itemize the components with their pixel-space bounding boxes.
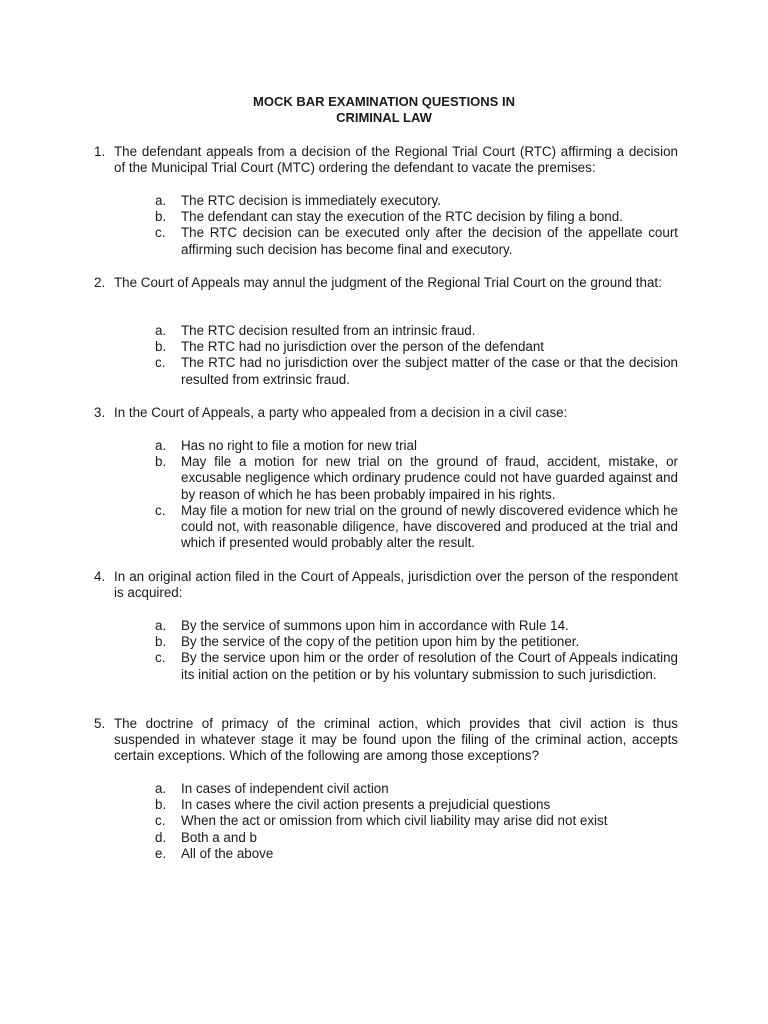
option-a: [155, 781, 678, 797]
option-b: [155, 797, 678, 813]
option-text: The RTC had no jurisdiction over the person of the defendant: [181, 339, 545, 355]
option-letter: b.: [155, 209, 167, 225]
option-text: The RTC had no jurisdiction over the subject matter of the case or that the decision resulted from extrinsic fraud.: [181, 355, 678, 387]
option-text: Has no right to file a motion for new trial: [181, 438, 417, 453]
option-b: [155, 454, 678, 503]
option-text: In cases where the civil action presents a prejudicial questions: [181, 797, 551, 813]
question-5: [94, 716, 678, 765]
option-e: [155, 846, 678, 862]
option-text: The RTC decision is immediately executory.: [181, 193, 441, 208]
question-number: 1.: [94, 144, 106, 159]
option-letter: b.: [155, 339, 167, 355]
option-letter: a.: [155, 618, 167, 633]
option-text: All of the above: [181, 845, 274, 861]
option-c: [155, 225, 678, 257]
option-b: [155, 209, 678, 225]
option-text: May file a motion for new trial on the ground of newly discovered evidence which he could not, with reasonable diligence, have discovered and produced at the trial and which if presented would probably alter the result.: [181, 502, 678, 551]
option-c: [155, 813, 678, 829]
option-c: [155, 503, 678, 552]
option-letter: b.: [155, 454, 167, 470]
option-letter: e.: [155, 845, 167, 861]
question-text: In an original action filed in the Court of Appeals, jurisdiction over the person of the respondent is acquired:: [114, 569, 678, 601]
question-4: [94, 569, 678, 601]
option-text: By the service of summons upon him in accordance with Rule 14.: [181, 618, 569, 633]
question-2: [94, 275, 678, 291]
option-text: The RTC decision can be executed only after the decision of the appellate court affirming such decision has become final and executory.: [181, 225, 678, 257]
option-letter: a.: [155, 323, 167, 338]
option-b: [155, 634, 678, 650]
option-letter: c.: [155, 355, 166, 371]
option-letter: b.: [155, 634, 167, 650]
question-1-options: [155, 193, 678, 258]
option-text: May file a motion for new trial on the ground of fraud, accident, mistake, or excusable negligence which ordinary prudence could not have guarded against and by reason of which he has been probably impaired in his rights.: [181, 454, 678, 502]
question-number: 5.: [94, 716, 106, 731]
document-title: [0, 94, 768, 126]
question-number: 4.: [94, 569, 106, 584]
option-b: [155, 339, 678, 355]
question-text: The defendant appeals from a decision of the Regional Trial Court (RTC) affirming a decision of the Municipal Trial Court (MTC) ordering the defendant to vacate the premises:: [114, 144, 678, 176]
question-5-options: [155, 781, 678, 862]
option-letter: a.: [155, 193, 167, 208]
question-1: [94, 144, 678, 176]
option-letter: c.: [155, 650, 166, 666]
option-letter: a.: [155, 438, 167, 453]
option-a: [155, 323, 678, 339]
option-text: When the act or omission from which civil liability may arise did not exist: [181, 813, 608, 829]
option-a: [155, 438, 678, 454]
question-3-options: [155, 438, 678, 551]
option-text: The RTC decision resulted from an intrinsic fraud.: [181, 323, 476, 338]
question-text: The Court of Appeals may annul the judgment of the Regional Trial Court on the ground that:: [114, 275, 662, 290]
option-text: Both a and b: [181, 829, 257, 845]
option-c: [155, 650, 678, 682]
question-2-options: [155, 323, 678, 388]
option-text: By the service of the copy of the petition upon him by the petitioner.: [181, 634, 580, 650]
option-letter: d.: [155, 829, 167, 845]
question-4-options: [155, 618, 678, 683]
title-line-2: CRIMINAL LAW: [336, 110, 432, 125]
title-line-1: MOCK BAR EXAMINATION QUESTIONS IN: [253, 94, 515, 109]
option-letter: a.: [155, 781, 167, 796]
option-text: In cases of independent civil action: [181, 781, 389, 796]
option-letter: b.: [155, 797, 167, 813]
question-text: In the Court of Appeals, a party who appealed from a decision in a civil case:: [114, 405, 568, 420]
question-number: 2.: [94, 275, 106, 290]
option-letter: c.: [155, 813, 166, 829]
option-c: [155, 355, 678, 387]
option-a: [155, 193, 678, 209]
question-number: 3.: [94, 405, 106, 420]
option-text: By the service upon him or the order of resolution of the Court of Appeals indicating its initial action on the petition or by his voluntary submission to such jurisdiction.: [181, 650, 678, 682]
option-text: The defendant can stay the execution of the RTC decision by filing a bond.: [181, 209, 623, 225]
question-3: [94, 405, 678, 421]
question-text: The doctrine of primacy of the criminal action, which provides that civil action is thus suspended in whatever stage it may be found upon the filing of the criminal action, accepts certain exceptions. Which of the following are among those exceptions?: [114, 716, 678, 764]
option-a: [155, 618, 678, 634]
option-d: [155, 830, 678, 846]
option-letter: c.: [155, 225, 166, 241]
option-letter: c.: [155, 502, 166, 518]
